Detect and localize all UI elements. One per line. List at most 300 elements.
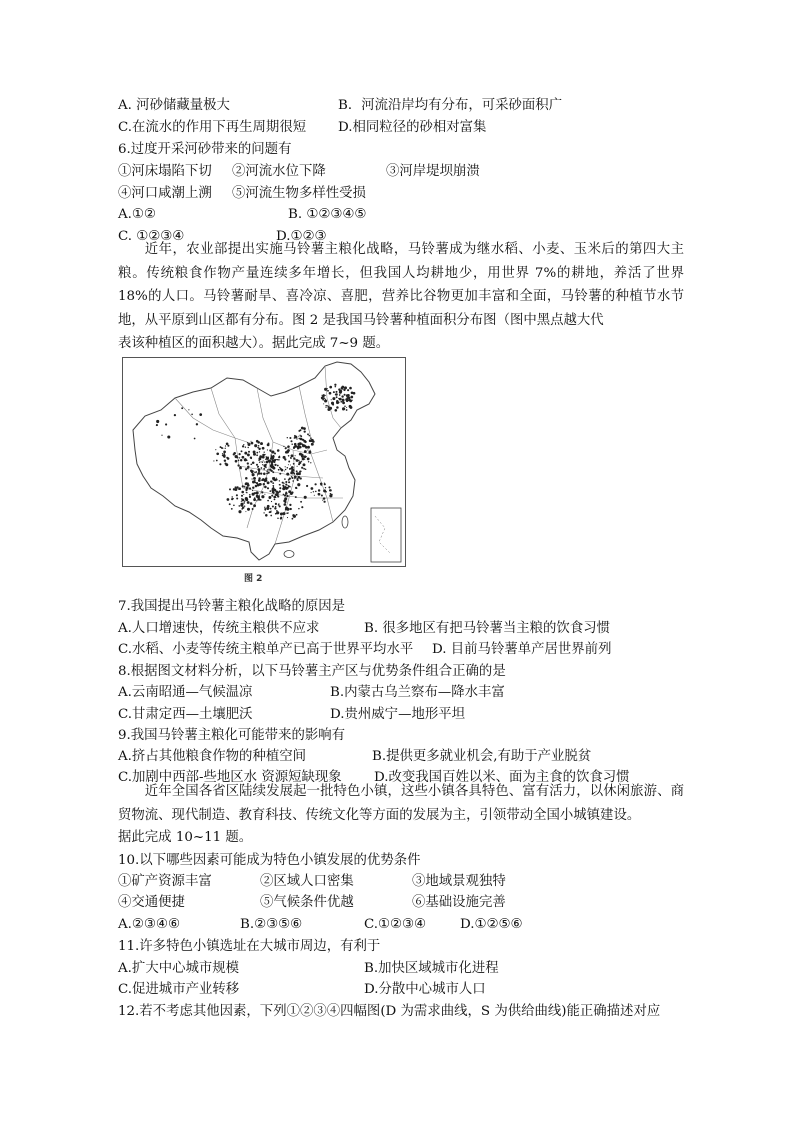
q8-option-b: B.内蒙古乌兰察布—降水丰富: [330, 685, 505, 700]
planting-dot: [243, 444, 244, 445]
planting-dot: [295, 455, 296, 456]
planting-dot: [290, 492, 293, 495]
q10-option-c: C.①②③④: [364, 917, 427, 932]
planting-dot: [311, 443, 314, 446]
planting-dot: [346, 409, 348, 411]
planting-dot: [265, 514, 268, 517]
planting-dot: [314, 483, 316, 485]
planting-dot: [296, 470, 298, 472]
planting-dot: [318, 493, 319, 494]
planting-dot: [278, 459, 280, 461]
planting-dot: [235, 455, 238, 458]
planting-dot: [262, 454, 265, 457]
planting-dot: [339, 390, 342, 393]
planting-dot: [241, 450, 243, 452]
planting-dot: [323, 497, 325, 499]
q10-item-2: ②区域人口密集: [260, 874, 354, 889]
planting-dot: [308, 451, 311, 454]
planting-dot: [285, 447, 287, 449]
planting-dot: [300, 501, 302, 503]
planting-dot: [273, 455, 275, 457]
planting-dot: [290, 440, 292, 442]
planting-dot: [233, 505, 235, 507]
planting-dot: [215, 449, 216, 450]
planting-dot: [310, 462, 311, 463]
planting-dot: [348, 396, 350, 398]
planting-dot: [250, 441, 251, 442]
planting-dot: [302, 444, 305, 447]
planting-dot: [292, 477, 294, 479]
planting-dot: [325, 487, 326, 488]
q5-option-a: A. 河砂储藏量极大: [118, 98, 230, 113]
hainan-island: [284, 551, 294, 558]
q6-item-4: ④河口咸潮上溯: [118, 186, 212, 201]
planting-dot: [233, 498, 234, 499]
planting-dot: [269, 449, 271, 451]
planting-dot: [181, 407, 183, 409]
planting-dot: [260, 499, 262, 501]
planting-dot: [264, 509, 266, 511]
planting-dot: [274, 452, 276, 454]
planting-dot: [304, 458, 305, 459]
planting-dot: [262, 462, 263, 463]
planting-dot: [267, 449, 268, 450]
planting-dot: [247, 482, 248, 483]
planting-dot: [222, 453, 223, 454]
planting-dot: [273, 477, 275, 479]
planting-dot: [324, 399, 327, 402]
planting-dot: [286, 508, 289, 511]
planting-dot: [299, 471, 301, 473]
planting-dot: [269, 469, 271, 471]
planting-dot: [262, 447, 265, 450]
planting-dot: [260, 442, 263, 445]
planting-dot: [264, 486, 267, 489]
planting-dot: [280, 468, 282, 470]
planting-dot: [156, 420, 159, 423]
planting-dot: [260, 472, 262, 474]
planting-dot: [285, 466, 286, 467]
planting-dot: [271, 495, 273, 497]
planting-dot: [235, 460, 238, 463]
planting-dot: [270, 481, 271, 482]
planting-dot: [295, 443, 296, 444]
planting-dot: [245, 484, 246, 485]
planting-dot: [273, 496, 275, 498]
planting-dot: [294, 459, 295, 460]
planting-dot: [289, 504, 291, 506]
planting-dot: [342, 402, 345, 405]
planting-dot: [267, 469, 268, 470]
planting-dot: [288, 455, 290, 457]
planting-dot: [291, 454, 294, 457]
planting-dot: [247, 453, 250, 456]
q10-item-5: ⑤气候条件优越: [260, 895, 354, 910]
planting-dot: [334, 384, 336, 386]
planting-dot: [275, 503, 277, 505]
passage-potato-last: 表该种植区的面积越大）。据此完成 7~9 题。: [118, 336, 390, 351]
planting-dot: [238, 488, 240, 490]
planting-dot: [245, 446, 246, 447]
planting-dot: [277, 465, 279, 467]
planting-dot: [294, 435, 297, 438]
planting-dot: [251, 504, 252, 505]
planting-dot: [271, 489, 274, 492]
planting-dot: [257, 475, 258, 476]
q6-option-d: D.①②③: [276, 229, 327, 244]
planting-dot: [257, 495, 260, 498]
planting-dot: [258, 479, 261, 482]
planting-dots: [156, 384, 356, 520]
planting-dot: [279, 473, 281, 475]
planting-dot: [271, 450, 274, 453]
planting-dot: [248, 468, 249, 469]
planting-dot: [223, 456, 225, 458]
planting-dot: [245, 458, 246, 459]
planting-dot: [266, 472, 268, 474]
q6-option-c: C. ①②③④: [118, 229, 185, 244]
planting-dot: [335, 409, 338, 412]
planting-dot: [270, 515, 272, 517]
planting-dot: [290, 508, 292, 510]
planting-dot: [300, 477, 302, 479]
planting-dot: [253, 477, 255, 479]
planting-dot: [247, 443, 250, 446]
planting-dot: [290, 458, 291, 459]
planting-dot: [238, 460, 240, 462]
planting-dot: [259, 451, 260, 452]
planting-dot: [271, 510, 272, 511]
planting-dot: [286, 450, 289, 453]
planting-dot: [245, 468, 247, 470]
planting-dot: [310, 437, 312, 439]
planting-dot: [237, 464, 239, 466]
planting-dot: [330, 493, 331, 494]
planting-dot: [341, 395, 343, 397]
planting-dot: [240, 504, 243, 507]
planting-dot: [263, 460, 264, 461]
planting-dot: [272, 471, 274, 473]
planting-dot: [233, 452, 236, 455]
planting-dot: [244, 486, 245, 487]
planting-dot: [222, 455, 224, 457]
q6-item-3: ③河岸堤坝崩溃: [386, 164, 480, 179]
planting-dot: [325, 395, 326, 396]
planting-dot: [292, 480, 294, 482]
planting-dot: [239, 453, 241, 455]
planting-dot: [266, 459, 268, 461]
planting-dot: [289, 486, 290, 487]
planting-dot: [242, 456, 245, 459]
q5-option-d: D.相同粒径的砂相对富集: [338, 120, 487, 135]
planting-dot: [347, 394, 350, 397]
planting-dot: [264, 452, 265, 453]
planting-dot: [287, 445, 290, 448]
planting-dot: [240, 459, 242, 461]
planting-dot: [279, 505, 281, 507]
planting-dot: [295, 496, 297, 498]
planting-dot: [236, 497, 238, 499]
planting-dot: [278, 469, 280, 471]
planting-dot: [261, 467, 263, 469]
planting-dot: [324, 483, 326, 485]
planting-dot: [242, 445, 244, 447]
planting-dot: [216, 452, 219, 455]
planting-dot: [224, 459, 226, 461]
planting-dot: [262, 464, 263, 465]
planting-dot: [294, 515, 296, 517]
planting-dot: [247, 447, 248, 448]
planting-dot: [256, 464, 258, 466]
planting-dot: [307, 458, 310, 461]
planting-dot: [257, 441, 260, 444]
planting-dot: [298, 473, 300, 475]
planting-dot: [240, 466, 242, 468]
q9-option-a: A.挤占其他粮食作物的种植空间: [118, 749, 307, 764]
planting-dot: [231, 496, 232, 497]
planting-dot: [293, 473, 294, 474]
planting-dot: [156, 424, 158, 426]
q6-item-5: ⑤河流生物多样性受损: [232, 186, 366, 201]
planting-dot: [266, 456, 267, 457]
planting-dot: [259, 469, 260, 470]
planting-dot: [268, 496, 271, 499]
planting-dot: [328, 486, 330, 488]
planting-dot: [267, 500, 269, 502]
planting-dot: [284, 497, 287, 500]
planting-dot: [327, 390, 329, 392]
planting-dot: [321, 485, 322, 486]
planting-dot: [254, 472, 255, 473]
planting-dot: [174, 414, 176, 416]
planting-dot: [229, 488, 231, 490]
planting-dot: [263, 512, 264, 513]
planting-dot: [311, 487, 314, 490]
q7-option-c: C.水稻、小麦等传统主粮单产已高于世界平均水平: [118, 642, 414, 657]
planting-dot: [245, 489, 247, 491]
planting-dot: [188, 409, 189, 410]
planting-dot: [234, 488, 237, 491]
planting-dot: [219, 463, 221, 465]
planting-dot: [225, 463, 227, 465]
q6-item-2: ②河流水位下降: [232, 164, 326, 179]
planting-dot: [277, 495, 279, 497]
planting-dot: [309, 435, 311, 437]
q9-option-b: B.提供更多就业机会,有助于产业脱贫: [372, 749, 592, 764]
planting-dot: [285, 492, 287, 494]
planting-dot: [311, 492, 312, 493]
planting-dot: [271, 454, 272, 455]
planting-dot: [245, 498, 248, 501]
planting-dot: [289, 477, 291, 479]
planting-dot: [261, 461, 262, 462]
planting-dot: [291, 466, 294, 469]
planting-dot: [291, 443, 292, 444]
planting-dot: [346, 407, 347, 408]
planting-dot: [267, 506, 268, 507]
planting-dot: [261, 491, 263, 493]
q9-option-c: C.加剧中西部-些地区水 资源短缺现象: [118, 770, 342, 785]
planting-dot: [330, 489, 332, 491]
planting-dot: [283, 456, 286, 459]
planting-dot: [263, 464, 265, 466]
planting-dot: [303, 468, 305, 470]
planting-dot: [258, 470, 260, 472]
planting-dot: [299, 453, 302, 456]
planting-dot: [275, 506, 276, 507]
planting-dot: [297, 448, 299, 450]
q6-stem: 6.过度开采河砂带来的问题有: [118, 142, 292, 157]
figure-caption: 图 2: [244, 574, 263, 584]
planting-dot: [273, 457, 274, 458]
q8-option-c: C.甘肃定西—土壤肥沃: [118, 707, 253, 722]
planting-dot: [283, 483, 284, 484]
planting-dot: [191, 414, 193, 416]
planting-dot: [199, 413, 202, 416]
planting-dot: [304, 450, 307, 453]
planting-dot: [322, 500, 323, 501]
planting-dot: [243, 502, 245, 504]
planting-dot: [241, 499, 244, 502]
q5-option-b: B．河流沿岸均有分布，可采砂面积广: [338, 98, 563, 113]
planting-dot: [250, 463, 252, 465]
planting-dot: [242, 485, 244, 487]
planting-dot: [287, 517, 288, 518]
planting-dot: [241, 495, 243, 497]
planting-dot: [307, 450, 308, 451]
planting-dot: [286, 512, 288, 514]
planting-dot: [241, 501, 242, 502]
planting-dot: [261, 479, 263, 481]
planting-dot: [351, 400, 352, 401]
planting-dot: [227, 457, 230, 460]
planting-dot: [336, 406, 339, 409]
planting-dot: [283, 494, 285, 496]
planting-dot: [340, 401, 342, 403]
planting-dot: [265, 459, 266, 460]
planting-dot: [277, 517, 279, 519]
planting-dot: [272, 505, 274, 507]
planting-dot: [345, 398, 348, 401]
q10-item-6: ⑥基础设施完善: [412, 895, 506, 910]
planting-dot: [248, 508, 250, 510]
planting-dot: [325, 407, 326, 408]
planting-dot: [244, 505, 245, 506]
planting-dot: [277, 449, 280, 452]
planting-dot: [279, 480, 280, 481]
q10-item-1: ①矿产资源丰富: [118, 874, 212, 889]
planting-dot: [283, 446, 284, 447]
planting-dot: [327, 408, 330, 411]
planting-dot: [276, 477, 277, 478]
planting-dot: [242, 506, 244, 508]
planting-dot: [296, 488, 298, 490]
planting-dot: [274, 507, 276, 509]
planting-dot: [275, 513, 277, 515]
planting-dot: [227, 445, 229, 447]
planting-dot: [284, 478, 286, 480]
planting-dot: [282, 512, 283, 513]
planting-dot: [295, 476, 296, 477]
planting-dot: [196, 423, 198, 425]
planting-dot: [324, 388, 327, 391]
planting-dot: [275, 493, 277, 495]
planting-dot: [239, 457, 240, 458]
q10-item-4: ④交通便捷: [118, 895, 185, 910]
planting-dot: [297, 466, 298, 467]
q5-option-c: C.在流水的作用下再生周期很短: [118, 120, 307, 135]
potato-distribution-map: [122, 357, 406, 567]
q10-option-d: D.①②⑤⑥: [460, 917, 523, 932]
planting-dot: [273, 486, 274, 487]
planting-dot: [252, 493, 255, 496]
q11-option-d: D.分散中心城市人口: [364, 982, 486, 997]
passage-town: 近年全国各省区陆续发展起一批特色小镇，这些小镇各具特色、富有活力，以休闲旅游、商贸物流、现代制造、教育科技、传统文化等方面的发展为主，引领带动全国小城镇建设。: [118, 784, 684, 823]
q10-option-b: B.②③⑤⑥: [240, 917, 303, 932]
planting-dot: [252, 490, 253, 491]
planting-dot: [344, 405, 346, 407]
q9-option-d: D.改变我国百姓以米、面为主食的饮食习惯: [374, 770, 630, 785]
planting-dot: [259, 462, 260, 463]
planting-dot: [253, 504, 256, 507]
planting-dot: [258, 445, 260, 447]
planting-dot: [341, 386, 344, 389]
planting-dot: [301, 506, 303, 508]
planting-dot: [296, 438, 297, 439]
planting-dot: [241, 491, 244, 494]
q6-item-1: ①河床塌陷下切: [118, 164, 212, 179]
planting-dot: [332, 397, 335, 400]
planting-dot: [333, 391, 335, 393]
planting-dot: [273, 460, 275, 462]
planting-dot: [266, 461, 269, 464]
planting-dot: [284, 494, 286, 496]
planting-dot: [245, 511, 246, 512]
planting-dot: [297, 479, 299, 481]
planting-dot: [280, 518, 282, 520]
planting-dot: [290, 464, 291, 465]
planting-dot: [339, 394, 341, 396]
planting-dot: [277, 492, 279, 494]
planting-dot: [323, 403, 324, 404]
planting-dot: [274, 499, 276, 501]
planting-dot: [336, 396, 338, 398]
planting-dot: [299, 461, 302, 464]
passage-town-last: 据此完成 10~11 题。: [118, 830, 253, 845]
q7-option-b: B. 很多地区有把马铃薯当主粮的饮食习惯: [364, 621, 610, 636]
planting-dot: [292, 518, 294, 520]
planting-dot: [350, 407, 352, 409]
q11-option-b: B.加快区域城市化进程: [364, 961, 499, 976]
planting-dot: [325, 491, 327, 493]
planting-dot: [306, 456, 307, 457]
planting-dot: [258, 472, 261, 475]
planting-dot: [298, 508, 300, 510]
planting-dot: [269, 490, 271, 492]
planting-dot: [332, 404, 334, 406]
planting-dot: [329, 386, 332, 389]
q7-stem: 7.我国提出马铃薯主粮化战略的原因是: [118, 599, 346, 614]
planting-dot: [225, 448, 226, 449]
planting-dot: [248, 451, 250, 453]
planting-dot: [300, 438, 303, 441]
planting-dot: [276, 510, 278, 512]
planting-dot: [305, 469, 307, 471]
planting-dot: [194, 438, 196, 440]
planting-dot: [301, 467, 303, 469]
planting-dot: [258, 499, 260, 501]
planting-dot: [247, 468, 249, 470]
